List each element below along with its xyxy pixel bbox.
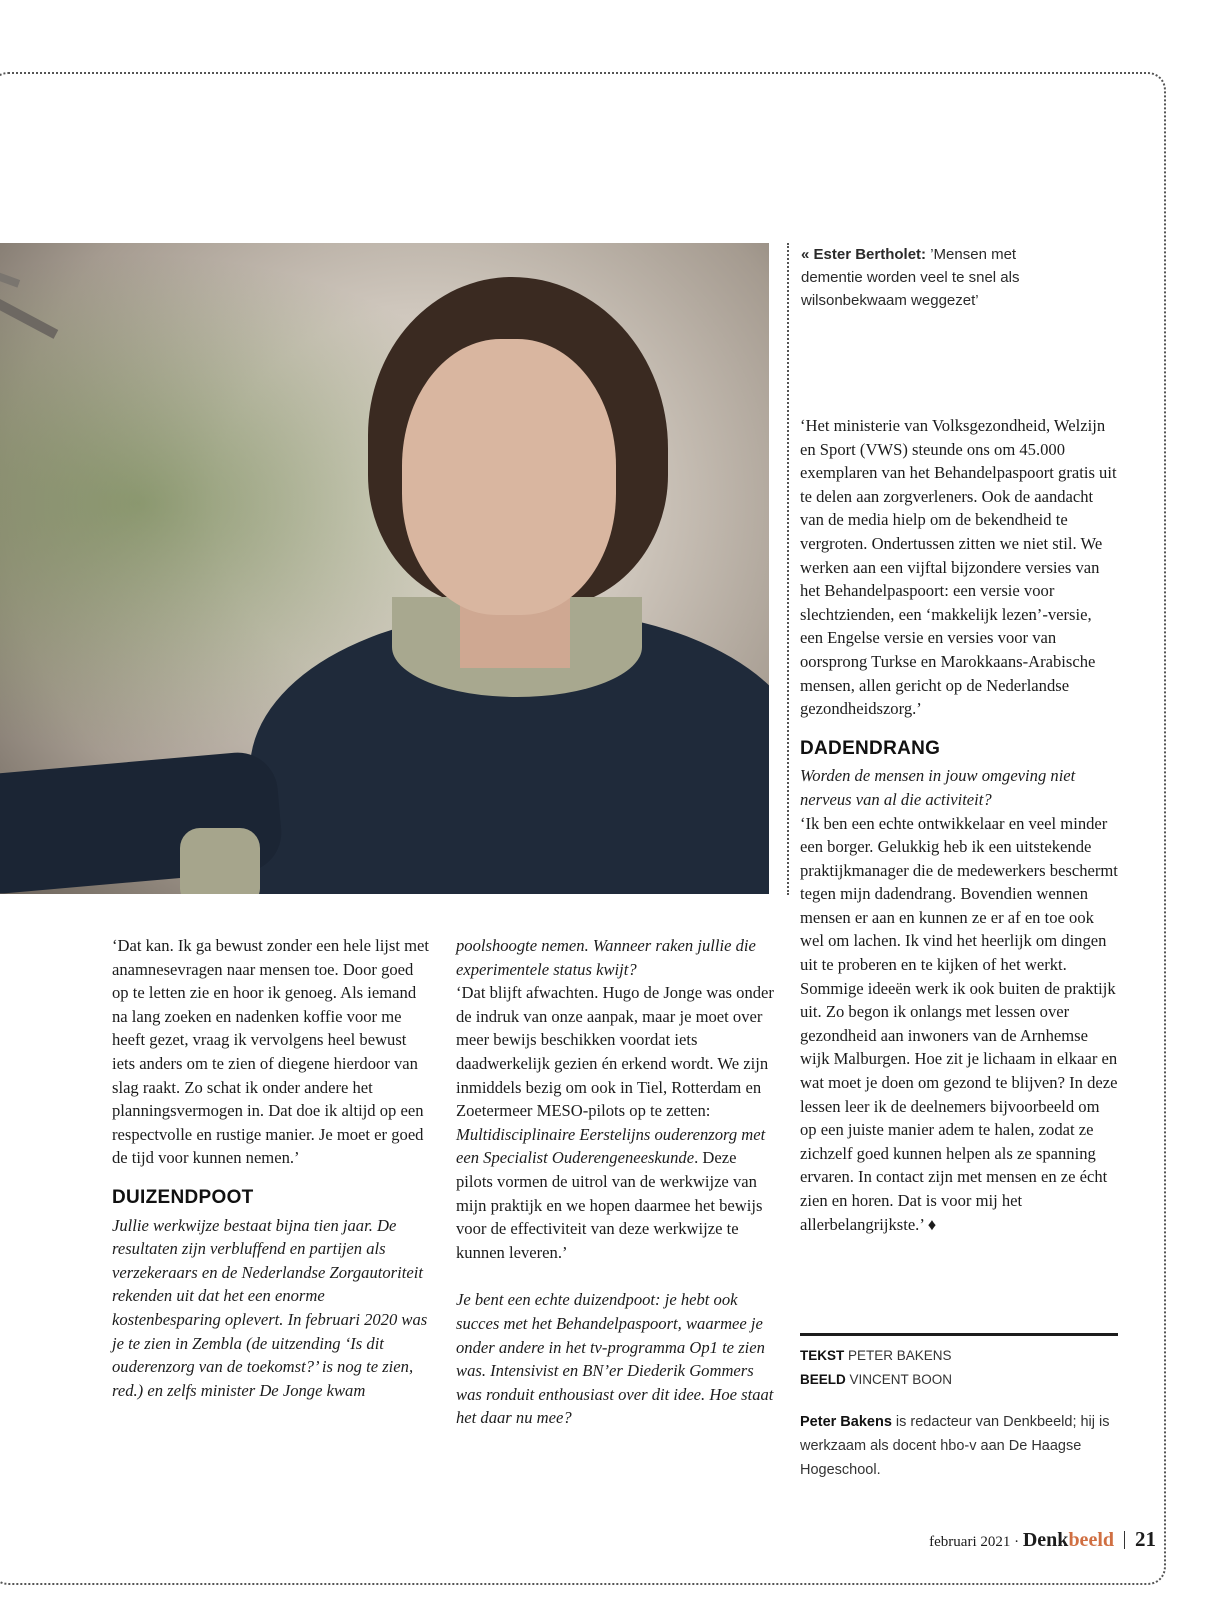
page-footer bbox=[929, 1527, 1156, 1552]
section-heading-dadendrang: DADENDRANG bbox=[800, 737, 941, 759]
section-heading-duizendpoot: DUIZENDPOOT bbox=[112, 1186, 254, 1208]
column-2 bbox=[456, 934, 776, 1430]
column-3 bbox=[800, 414, 1118, 1236]
end-mark-icon: ♦ bbox=[927, 1214, 937, 1234]
portrait-photo bbox=[0, 243, 769, 894]
bio-name: Peter Bakens bbox=[800, 1414, 892, 1430]
credit-author: PETER BAKENS bbox=[848, 1348, 952, 1363]
paragraph: ‘Dat kan. Ik ga bewust zonder een hele lijst met anamnesevragen naar mensen toe. Door goed op te letten zie en hoor ik genoeg. Als iemand na lang zoeken en nadenken koffie voor me heeft gezet, vraag ik vervolgens heel bewust iets anders om te zien of diegene hierdoor van slag raakt. Zo schat ik onder andere het planningsvermogen in. Dat doe ik altijd op een respectvolle en rustige manier. Je moet er goed de tijd voor kunnen nemen.’ bbox=[112, 936, 430, 1168]
caption-quote: ’Mensen met dementie worden veel te snel als wilsonbekwaam weggezet’ bbox=[801, 246, 1020, 309]
paragraph: ‘Ik ben een echte ontwikkelaar en veel minder een borger. Gelukkig heb ik een uitstekende praktijkmanager die de medewerkers beschermt tegen mijn dadendrang. Bovendien wennen mensen er aan en kunnen ze er af en toe ook wel om lachen. Ik vind het heerlijk om dingen uit te proberen en te kijken of het werkt. Sommige ideeën werk ik ook buiten de praktijk uit. Zo begon ik onlangs met lessen over gezondheid aan inwoners van de Arnhemse wijk Malburgen. Hoe zit je lichaam in elkaar en wat moet je doen om gezond te blijven? In deze lessen leer ik de deelnemers bijvoorbeeld om op een juiste manier adem te halen, zodat ze zichzelf goed kunnen helpen als ze spanning ervaren. In contact zijn met mensen en ze écht zien en horen. Dat is voor mij het allerbelangrijkste.’ ♦ bbox=[800, 813, 1118, 1234]
column-1 bbox=[112, 934, 432, 1402]
page-number: 21 bbox=[1135, 1527, 1156, 1551]
interview-question: Je bent een echte duizendpoot: je hebt ook succes met het Behandelpaspoort, waarmee je onder andere in het tv-programma Op1 te zien was. Intensivist en BN’er Diederik Gommers was ronduit enthousiast over dit idee. Hoe staat het daar nu mee? bbox=[456, 1290, 774, 1428]
footer-brand-denk: Denk bbox=[1022, 1529, 1069, 1551]
article-credits bbox=[800, 1333, 1118, 1392]
interview-question: Jullie werkwijze bestaat bijna tien jaar. De resultaten zijn verbluffend en partijen als verzekeraars en de Nederlandse Zorgautoriteit rekenden uit dat het een enorme kostenbesparing oplevert. In februari 2020 was je te zien in Zembla (de uitzending ‘Is dit ouderenzorg van de toekomst?’ is nog te zien, red.) en zelfs minister De Jonge kwam bbox=[112, 1215, 428, 1400]
interview-question: poolshoogte nemen. Wanneer raken jullie die experimentele status kwijt? bbox=[456, 936, 756, 979]
footer-date: februari 2021 · bbox=[929, 1534, 1020, 1550]
paragraph: ‘Het ministerie van Volksgezondheid, Welzijn en Sport (VWS) steunde ons om 45.000 exemplaren van het Behandelpaspoort gratis uit te delen aan zorgverleners. Ook de aandacht van de media hielp om de bekendheid te vergroten. Ondertussen zitten we niet stil. We werken aan een vijftal bijzondere versies van het Behandelpaspoort: een versie voor slechtzienden, een ‘makkelijk lezen’-versie, een Engelse versie en versies voor van oorsprong Turkse en Marokkaans-Arabische mensen, allen gericht op de Nederlandse gezondheidszorg.’ bbox=[800, 416, 1117, 719]
caption-name: Ester Bertholet: bbox=[813, 246, 927, 263]
credit-label-text: TEKST bbox=[800, 1348, 845, 1363]
credit-label-image: BEELD bbox=[800, 1372, 846, 1387]
author-bio bbox=[800, 1410, 1118, 1482]
footer-divider bbox=[1124, 1531, 1125, 1549]
caption-arrow-icon: « bbox=[801, 246, 810, 263]
footer-brand-beeld: beeld bbox=[1068, 1529, 1114, 1551]
bio-text: is redacteur van Denkbeeld; hij is werkzaam als docent hbo-v aan De Haagse Hogeschool. bbox=[800, 1414, 1110, 1478]
credit-photographer: VINCENT BOON bbox=[849, 1372, 953, 1387]
interview-question: Worden de mensen in jouw omgeving niet nerveus van al die activiteit? bbox=[800, 766, 1076, 809]
paragraph: ‘Dat blijft afwachten. Hugo de Jonge was onder de indruk van onze aanpak, maar je moet over meer bewijs beschikken voordat iets daadwerkelijk gezien én erkend wordt. We zijn inmiddels bezig om ook in Tiel, Rotterdam en Zoetermeer MESO-pilots op te zetten: Multidisciplinaire Eerstelijns ouderenzorg met een Specialist Ouderengeneeskunde. Deze pilots vormen de uitrol van de werkwijze van mijn praktijk en we hopen daarmee het bewijs voor de effectiviteit van deze werkwijze te kunnen leveren.’ bbox=[456, 983, 774, 1262]
